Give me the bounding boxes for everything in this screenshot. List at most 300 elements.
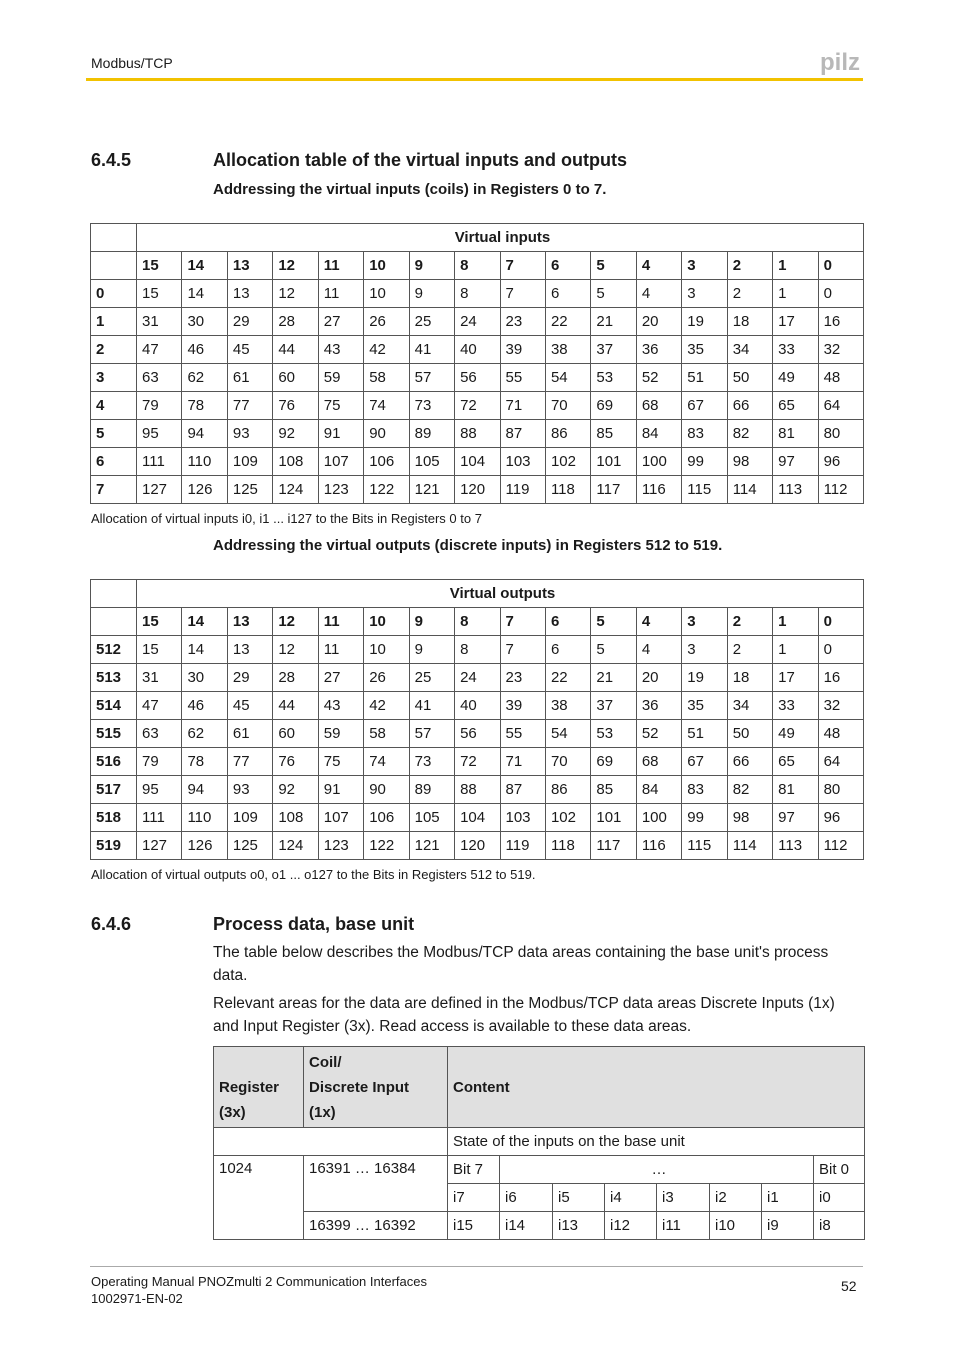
table-cell: 11 (318, 280, 363, 308)
table-cell: 5 (591, 636, 636, 664)
table-cell: 41 (409, 692, 454, 720)
table-cell: 74 (364, 392, 409, 420)
table-cell: 39 (500, 692, 545, 720)
register-label: 514 (91, 692, 137, 720)
table-cell: 8 (455, 280, 500, 308)
table-cell: 48 (818, 720, 863, 748)
table-cell: 33 (773, 692, 818, 720)
bit-label-cell: Bit 0 (814, 1156, 865, 1184)
table-cell: 106 (364, 448, 409, 476)
table-cell: 17 (773, 664, 818, 692)
table-cell: 65 (773, 748, 818, 776)
corner-cell (91, 608, 137, 636)
table-cell: 2 (727, 636, 772, 664)
table-row (91, 280, 864, 308)
table-cell: 38 (545, 692, 590, 720)
bit-header: 2 (727, 252, 772, 280)
table-cell: 27 (318, 664, 363, 692)
table-cell: 28 (273, 664, 318, 692)
table-title-row (91, 224, 864, 252)
table-cell: 72 (455, 392, 500, 420)
table-cell: 57 (409, 364, 454, 392)
table-cell: 44 (273, 692, 318, 720)
table-cell: 35 (682, 692, 727, 720)
table-row (91, 720, 864, 748)
table-cell: 51 (682, 720, 727, 748)
table-cell: 51 (682, 364, 727, 392)
bit-header: 4 (636, 608, 681, 636)
table-cell: 85 (591, 776, 636, 804)
table-cell: 24 (455, 664, 500, 692)
table-cell: 99 (682, 448, 727, 476)
bit-cell: i12 (605, 1212, 657, 1240)
table-row (91, 476, 864, 504)
footer-text (91, 1273, 427, 1307)
inputs-caption: Allocation of virtual inputs i0, i1 ... i127 to the Bits in Registers 0 to 7 (91, 511, 482, 526)
register-label: 516 (91, 748, 137, 776)
bit-header-row (91, 252, 864, 280)
table-cell: 3 (682, 280, 727, 308)
table-row (91, 420, 864, 448)
table-cell: 20 (636, 664, 681, 692)
bit-cell: i0 (814, 1184, 865, 1212)
table-cell: 22 (545, 664, 590, 692)
table-header-row (214, 1047, 865, 1128)
bit-cell: i13 (553, 1212, 605, 1240)
table-cell: 15 (137, 636, 182, 664)
bit-header: 0 (818, 608, 863, 636)
table-cell: 101 (591, 804, 636, 832)
table-cell: 121 (409, 476, 454, 504)
bit-header-row (91, 608, 864, 636)
table-cell: 76 (273, 748, 318, 776)
table-row (91, 664, 864, 692)
bit-header: 12 (273, 608, 318, 636)
table-cell: 108 (273, 448, 318, 476)
table-cell: 53 (591, 364, 636, 392)
table-cell: 117 (591, 476, 636, 504)
table-row (214, 1156, 865, 1184)
table-cell: 10 (364, 280, 409, 308)
table-cell: 82 (727, 420, 772, 448)
table-row (91, 636, 864, 664)
table-cell: 107 (318, 804, 363, 832)
table-cell: 59 (318, 720, 363, 748)
table-cell: 53 (591, 720, 636, 748)
table-cell: 100 (636, 804, 681, 832)
table-cell: 46 (182, 336, 227, 364)
table-title: Virtual outputs (137, 580, 864, 608)
table-cell: 123 (318, 476, 363, 504)
register-label: 2 (91, 336, 137, 364)
corner-cell (91, 252, 137, 280)
table-cell: 70 (545, 392, 590, 420)
table-cell: 124 (273, 476, 318, 504)
table-cell: 16 (818, 308, 863, 336)
virtual-inputs-table (90, 223, 864, 504)
table-cell: 17 (773, 308, 818, 336)
table-cell: 90 (364, 420, 409, 448)
register-label: 7 (91, 476, 137, 504)
table-cell: 74 (364, 748, 409, 776)
ellipsis-cell: … (500, 1156, 814, 1184)
table-cell: 19 (682, 308, 727, 336)
bit-header: 15 (137, 252, 182, 280)
table-cell: 113 (773, 476, 818, 504)
table-row (91, 804, 864, 832)
table-cell: 10 (364, 636, 409, 664)
footer-doc-number: 1002971-EN-02 (91, 1291, 183, 1306)
table-cell: 98 (727, 804, 772, 832)
table-cell: 95 (137, 420, 182, 448)
outputs-subheading: Addressing the virtual outputs (discrete inputs) in Registers 512 to 519. (213, 537, 723, 554)
table-cell: 62 (182, 364, 227, 392)
bit-header: 10 (364, 252, 409, 280)
table-cell: 122 (364, 476, 409, 504)
table-cell: 95 (137, 776, 182, 804)
section-title: Allocation table of the virtual inputs and outputs (213, 150, 627, 170)
table-cell: 124 (273, 832, 318, 860)
table-cell: 86 (545, 776, 590, 804)
table-cell: 75 (318, 392, 363, 420)
register-label: 1 (91, 308, 137, 336)
bit-header: 8 (455, 252, 500, 280)
column-header: Register (3x) (214, 1047, 304, 1128)
table-cell: 57 (409, 720, 454, 748)
section-number: 6.4.6 (91, 914, 132, 934)
bit-header: 14 (182, 608, 227, 636)
table-cell: 61 (227, 364, 272, 392)
table-cell: 11 (318, 636, 363, 664)
bit-cell: i2 (710, 1184, 762, 1212)
table-cell: 97 (773, 804, 818, 832)
table-cell: 31 (137, 308, 182, 336)
table-cell: 73 (409, 748, 454, 776)
table-cell: 37 (591, 336, 636, 364)
table-cell: 104 (455, 804, 500, 832)
table-cell: 105 (409, 448, 454, 476)
table-cell: 38 (545, 336, 590, 364)
table-title: Virtual inputs (137, 224, 864, 252)
table-cell: 26 (364, 664, 409, 692)
table-cell: 68 (636, 392, 681, 420)
table-cell: 118 (545, 476, 590, 504)
table-cell: 121 (409, 832, 454, 860)
table-cell: 19 (682, 664, 727, 692)
register-label: 518 (91, 804, 137, 832)
table-cell: 22 (545, 308, 590, 336)
column-header: Coil/ Discrete Input (1x) (304, 1047, 448, 1128)
table-cell: 66 (727, 392, 772, 420)
table-cell: 62 (182, 720, 227, 748)
table-cell: 113 (773, 832, 818, 860)
table-cell: 86 (545, 420, 590, 448)
virtual-outputs-table (90, 579, 864, 860)
table-cell: 25 (409, 308, 454, 336)
bit-header: 13 (227, 252, 272, 280)
table-row (91, 448, 864, 476)
bit-header: 0 (818, 252, 863, 280)
table-cell: 81 (773, 420, 818, 448)
table-cell: 104 (455, 448, 500, 476)
table-cell: 29 (227, 664, 272, 692)
table-cell: 119 (500, 832, 545, 860)
table-cell: 102 (545, 448, 590, 476)
table-cell: 110 (182, 448, 227, 476)
table-cell: 41 (409, 336, 454, 364)
table-cell: 67 (682, 392, 727, 420)
table-cell: 127 (137, 476, 182, 504)
bit-header: 12 (273, 252, 318, 280)
paragraph: Relevant areas for the data are defined in the Modbus/TCP data areas Discrete Inputs (1x) and Input Register (3x). Read access is available to these data areas. (213, 995, 835, 1035)
pilz-logo (820, 48, 866, 78)
bit-header: 15 (137, 608, 182, 636)
table-cell: 68 (636, 748, 681, 776)
table-cell: 76 (273, 392, 318, 420)
paragraph: The table below describes the Modbus/TCP data areas containing the base unit's process data. (213, 944, 829, 984)
table-cell: 7 (500, 636, 545, 664)
table-cell: 75 (318, 748, 363, 776)
table-cell: 27 (318, 308, 363, 336)
bit-header: 11 (318, 608, 363, 636)
register-label: 5 (91, 420, 137, 448)
table-cell: 2 (727, 280, 772, 308)
table-cell: 4 (636, 636, 681, 664)
table-cell: 30 (182, 308, 227, 336)
table-cell: 126 (182, 476, 227, 504)
table-cell: 15 (137, 280, 182, 308)
register-label: 0 (91, 280, 137, 308)
table-cell: 90 (364, 776, 409, 804)
table-cell: 44 (273, 336, 318, 364)
table-cell: 59 (318, 364, 363, 392)
bit-header: 14 (182, 252, 227, 280)
bit-header: 11 (318, 252, 363, 280)
bit-cell: i11 (657, 1212, 710, 1240)
table-cell: 1 (773, 636, 818, 664)
table-cell: 87 (500, 420, 545, 448)
table-cell: 69 (591, 748, 636, 776)
table-cell: 50 (727, 720, 772, 748)
table-cell: 14 (182, 636, 227, 664)
table-cell: 81 (773, 776, 818, 804)
table-cell: 52 (636, 364, 681, 392)
coil-range-cell: 16399 … 16392 (304, 1212, 448, 1240)
table-cell: 9 (409, 636, 454, 664)
register-label: 4 (91, 392, 137, 420)
bit-cell: i6 (500, 1184, 553, 1212)
table-cell: 70 (545, 748, 590, 776)
table-cell: 64 (818, 392, 863, 420)
table-cell: 89 (409, 420, 454, 448)
coil-range-cell: 16391 … 16384 (304, 1156, 448, 1212)
table-cell: 66 (727, 748, 772, 776)
table-cell: 12 (273, 280, 318, 308)
table-cell: 13 (227, 280, 272, 308)
table-cell: 78 (182, 748, 227, 776)
table-cell: 65 (773, 392, 818, 420)
table-cell: 64 (818, 748, 863, 776)
table-cell: 118 (545, 832, 590, 860)
register-label: 515 (91, 720, 137, 748)
footer-rule (90, 1266, 863, 1267)
table-cell: 13 (227, 636, 272, 664)
bit-header: 1 (773, 252, 818, 280)
bit-label-cell: Bit 7 (448, 1156, 500, 1184)
table-cell: 63 (137, 364, 182, 392)
inputs-subheading: Addressing the virtual inputs (coils) in Registers 0 to 7. (213, 181, 607, 198)
table-row (91, 308, 864, 336)
corner-cell (91, 580, 137, 608)
table-cell: 71 (500, 392, 545, 420)
bit-header: 7 (500, 252, 545, 280)
table-cell: 9 (409, 280, 454, 308)
bit-header: 10 (364, 608, 409, 636)
table-cell: 96 (818, 448, 863, 476)
bit-header: 3 (682, 608, 727, 636)
table-cell: 109 (227, 448, 272, 476)
table-cell: 105 (409, 804, 454, 832)
table-cell: 0 (818, 280, 863, 308)
table-cell: 50 (727, 364, 772, 392)
table-title-row (91, 580, 864, 608)
table-cell: 37 (591, 692, 636, 720)
page-number: 52 (841, 1278, 857, 1294)
table-cell: 73 (409, 392, 454, 420)
bit-header: 6 (545, 252, 590, 280)
table-cell: 43 (318, 336, 363, 364)
table-cell: 99 (682, 804, 727, 832)
table-cell: 33 (773, 336, 818, 364)
bit-cell: i5 (553, 1184, 605, 1212)
footer-doc-title: Operating Manual PNOZmulti 2 Communication Interfaces (91, 1274, 427, 1289)
table-cell: 78 (182, 392, 227, 420)
table-cell: 77 (227, 748, 272, 776)
table-cell: 45 (227, 692, 272, 720)
table-cell: 58 (364, 364, 409, 392)
table-cell: 35 (682, 336, 727, 364)
table-cell: 77 (227, 392, 272, 420)
table-cell: 25 (409, 664, 454, 692)
table-cell: 84 (636, 420, 681, 448)
table-cell: 6 (545, 280, 590, 308)
table-row (91, 832, 864, 860)
table-row (91, 692, 864, 720)
table-cell: 97 (773, 448, 818, 476)
table-cell: 54 (545, 720, 590, 748)
table-cell: 43 (318, 692, 363, 720)
table-cell: 110 (182, 804, 227, 832)
table-cell: 79 (137, 392, 182, 420)
table-cell: 6 (545, 636, 590, 664)
table-cell: 98 (727, 448, 772, 476)
bit-header: 8 (455, 608, 500, 636)
table-cell: 40 (455, 336, 500, 364)
table-cell: 0 (818, 636, 863, 664)
table-cell: 18 (727, 308, 772, 336)
table-cell: 115 (682, 832, 727, 860)
bit-cell: i9 (762, 1212, 814, 1240)
table-cell: 84 (636, 776, 681, 804)
table-cell: 24 (455, 308, 500, 336)
table-row (91, 748, 864, 776)
table-cell: 34 (727, 336, 772, 364)
table-cell: 96 (818, 804, 863, 832)
table-cell: 116 (636, 476, 681, 504)
table-cell: 89 (409, 776, 454, 804)
table-cell: 4 (636, 280, 681, 308)
register-label: 519 (91, 832, 137, 860)
table-cell: 63 (137, 720, 182, 748)
table-cell: 88 (455, 420, 500, 448)
table-cell: 88 (455, 776, 500, 804)
process-data-table (213, 1046, 865, 1240)
bit-cell: i3 (657, 1184, 710, 1212)
bit-cell: i10 (710, 1212, 762, 1240)
table-cell: 120 (455, 476, 500, 504)
table-cell: 72 (455, 748, 500, 776)
table-cell: 12 (273, 636, 318, 664)
bit-header: 3 (682, 252, 727, 280)
bit-header: 13 (227, 608, 272, 636)
table-cell: 42 (364, 692, 409, 720)
bit-header: 5 (591, 252, 636, 280)
table-cell: 49 (773, 720, 818, 748)
table-cell: 55 (500, 720, 545, 748)
table-cell: 56 (455, 364, 500, 392)
bit-header: 9 (409, 252, 454, 280)
bit-cell: i7 (448, 1184, 500, 1212)
table-cell: 58 (364, 720, 409, 748)
table-cell: 107 (318, 448, 363, 476)
table-row (91, 392, 864, 420)
table-cell: 1 (773, 280, 818, 308)
bit-header: 5 (591, 608, 636, 636)
bit-header: 2 (727, 608, 772, 636)
table-cell: 94 (182, 420, 227, 448)
table-cell: 61 (227, 720, 272, 748)
table-cell: 125 (227, 476, 272, 504)
table-cell: 116 (636, 832, 681, 860)
table-cell: 101 (591, 448, 636, 476)
table-cell: 56 (455, 720, 500, 748)
table-cell: 93 (227, 420, 272, 448)
table-cell: 103 (500, 804, 545, 832)
table-cell: 114 (727, 476, 772, 504)
table-cell: 123 (318, 832, 363, 860)
table-cell: 120 (455, 832, 500, 860)
column-header: Content (448, 1047, 865, 1128)
table-cell: 91 (318, 420, 363, 448)
register-label: 3 (91, 364, 137, 392)
table-cell: 109 (227, 804, 272, 832)
table-cell: 32 (818, 692, 863, 720)
table-cell: 26 (364, 308, 409, 336)
table-cell: 29 (227, 308, 272, 336)
table-cell: 93 (227, 776, 272, 804)
table-cell: 36 (636, 692, 681, 720)
table-cell: 34 (727, 692, 772, 720)
group-label: State of the inputs on the base unit (448, 1128, 865, 1156)
table-cell: 106 (364, 804, 409, 832)
table-cell: 3 (682, 636, 727, 664)
table-cell: 46 (182, 692, 227, 720)
table-row (214, 1212, 865, 1240)
register-label: 512 (91, 636, 137, 664)
table-cell: 16 (818, 664, 863, 692)
table-cell: 54 (545, 364, 590, 392)
table-cell: 52 (636, 720, 681, 748)
